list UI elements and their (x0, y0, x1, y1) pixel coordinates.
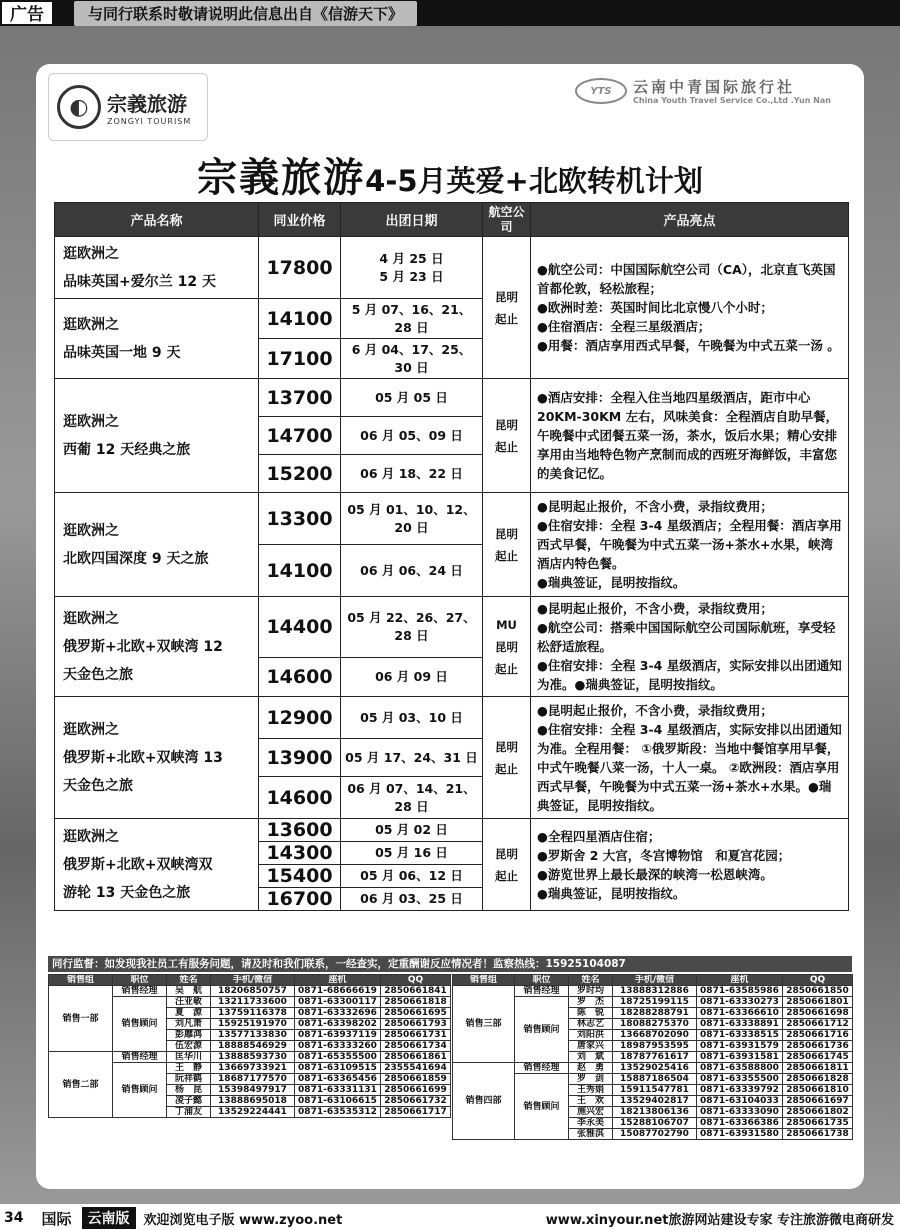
section-label: 国际 (41, 1209, 72, 1228)
staff-phone: 0871-63366610 (697, 1008, 783, 1019)
role-cell: 销售顾问 (113, 997, 167, 1052)
price-cell: 13600 (259, 819, 341, 842)
dept-cell: 销售四部 (453, 1063, 515, 1140)
staff-name: 罗时均 (569, 986, 613, 997)
staff-phone: 0871-63109515 (295, 1063, 381, 1074)
staff-mobile: 15925191970 (211, 1019, 295, 1030)
airline-cell: 昆明 起止 (483, 493, 531, 597)
airline-cell: 昆明 起止 (483, 819, 531, 911)
staff-qq: 2850661731 (381, 1030, 451, 1041)
role-cell: 销售经理 (113, 1052, 167, 1063)
table-row (55, 697, 849, 739)
staff-name: 伍宏源 (167, 1041, 211, 1052)
staff-name: 刘阳洪 (569, 1030, 613, 1041)
staff-col-header: 职位 (113, 975, 167, 986)
staff-mobile: 13669733921 (211, 1063, 295, 1074)
staff-name: 陈 锐 (569, 1008, 613, 1019)
price-cell: 14600 (259, 657, 341, 696)
staff-col-header: 销售组 (49, 975, 113, 986)
highlights-cell: ●全程四星酒店住宿； ●罗斯舍 2 大宫，冬宫博物馆 和夏宫花园； ●游览世界上最长最深的峡湾一松恩峡湾。 ●瑞典签证，昆明按指纹。 (531, 819, 849, 911)
staff-qq: 2850661850 (783, 986, 853, 997)
date-cell: 06 月 09 日 (341, 657, 483, 696)
footer (0, 1206, 900, 1230)
staff-mobile: 13529402817 (613, 1096, 697, 1107)
staff-qq: 2850661793 (381, 1019, 451, 1030)
staff-name: 王 欢 (569, 1096, 613, 1107)
staff-mobile: 18206850757 (211, 986, 295, 997)
staff-name: 唐家兴 (569, 1041, 613, 1052)
top-banner (0, 0, 900, 26)
col-header: 产品亮点 (531, 203, 849, 237)
staff-qq: 2850661811 (783, 1063, 853, 1074)
staff-name: 匡华川 (167, 1052, 211, 1063)
partner-name-en: China Youth Travel Service Co.,Ltd .Yun Nan (633, 96, 831, 105)
staff-mobile: 15911547781 (613, 1085, 697, 1096)
welcome-link[interactable]: 欢迎浏览电子版 www.zyoo.net (143, 1212, 343, 1228)
staff-name: 罗 杰 (569, 997, 613, 1008)
product-name: 逛欧洲之 俄罗斯+北欧+双峡湾 12 天金色之旅 (55, 597, 259, 697)
date-cell: 05 月 03、10 日 (341, 697, 483, 739)
staff-qq: 2850661698 (783, 1008, 853, 1019)
staff-row (453, 1063, 853, 1074)
staff-qq: 2850661697 (783, 1096, 853, 1107)
col-header: 产品名称 (55, 203, 259, 237)
staff-name: 李永美 (569, 1118, 613, 1129)
airline-cell: MU 昆明 起止 (483, 597, 531, 697)
staff-name: 汪亚敏 (167, 997, 211, 1008)
staff-phone: 0871-63937119 (295, 1030, 381, 1041)
price-cell: 13700 (259, 379, 341, 417)
table-row (55, 379, 849, 417)
staff-qq: 2850661802 (783, 1107, 853, 1118)
price-cell: 17100 (259, 339, 341, 379)
highlights-cell: ●昆明起止报价，不含小费，录指纹费用； ●住宿安排：全程 3-4 星级酒店；全程用餐：酒店享用西式早餐，午晚餐为中式五菜一汤+茶水+水果，峡湾酒店内特色餐。 ●瑞典签证，昆明按指纹。 (531, 493, 849, 597)
date-cell: 05 月 02 日 (341, 819, 483, 842)
staff-mobile: 15087702790 (613, 1129, 697, 1140)
ad-label: 广告 (0, 0, 54, 26)
staff-table-right (452, 974, 853, 1140)
staff-name: 施兴宏 (569, 1107, 613, 1118)
airline-cell: 昆明 起止 (483, 237, 531, 379)
staff-col-header: QQ (381, 975, 451, 986)
staff-mobile: 18987953595 (613, 1041, 697, 1052)
table-row (55, 237, 849, 299)
source-notice: 与同行联系时敬请说明此信息出自《信游天下》 (74, 1, 417, 26)
staff-mobile: 18088275370 (613, 1019, 697, 1030)
date-cell: 05 月 17、24、31 日 (341, 739, 483, 777)
role-cell: 销售顾问 (113, 1063, 167, 1118)
staff-row (49, 986, 451, 997)
staff-qq: 2850661861 (381, 1052, 451, 1063)
staff-name: 罗 剑 (569, 1074, 613, 1085)
staff-qq: 2850661734 (381, 1041, 451, 1052)
price-cell: 14400 (259, 597, 341, 658)
partner-name-cn: 云南中青国际旅行社 (633, 78, 796, 96)
date-cell: 05 月 22、26、27、 28 日 (341, 597, 483, 658)
edition-badge: 云南版 (82, 1207, 136, 1229)
date-cell: 4 月 25 日 5 月 23 日 (341, 237, 483, 299)
staff-name: 刘 斌 (569, 1052, 613, 1063)
staff-phone: 0871-63333260 (295, 1041, 381, 1052)
highlights-cell: ●昆明起止报价，不含小费，录指纹费用； ●航空公司：搭乘中国国际航空公司国际航班，享受轻松舒适旅程。 ●住宿安排：全程 3-4 星级酒店，实际安排以出团通知为准。●瑞典签证，昆明按指纹。 (531, 597, 849, 697)
staff-name: 王 静 (167, 1063, 211, 1074)
price-cell: 15200 (259, 455, 341, 493)
staff-name: 刘凡萧 (167, 1019, 211, 1030)
staff-row (453, 986, 853, 997)
logo-en: ZONGYI TOURISM (107, 117, 192, 126)
staff-mobile: 13529224441 (211, 1107, 295, 1118)
staff-phone: 0871-63931579 (697, 1041, 783, 1052)
col-header: 出团日期 (341, 203, 483, 237)
supervision-notice: 同行监督：如发现我社员工有服务问题，请及时和我们联系，一经查实，定重酬谢反应情况者！监察热线：15925104087 (48, 956, 852, 972)
price-cell: 17800 (259, 237, 341, 299)
staff-mobile: 13759116378 (211, 1008, 295, 1019)
staff-mobile: 18888546929 (211, 1041, 295, 1052)
price-cell: 15400 (259, 865, 341, 888)
date-cell: 06 月 07、14、21、 28 日 (341, 777, 483, 819)
staff-mobile: 13668702090 (613, 1030, 697, 1041)
date-cell: 6 月 04、17、25、 30 日 (341, 339, 483, 379)
staff-col-header: 姓名 (569, 975, 613, 986)
logo-cn: 宗義旅游 (107, 92, 187, 116)
staff-mobile: 13888312886 (613, 986, 697, 997)
col-header: 航空公司 (483, 203, 531, 237)
staff-mobile: 18288288791 (613, 1008, 697, 1019)
staff-col-header: 手机/微信 (211, 975, 295, 986)
date-cell: 05 月 01、10、12、 20 日 (341, 493, 483, 545)
footprint-logo-icon: ◐ (57, 85, 101, 129)
staff-qq: 2850661818 (381, 997, 451, 1008)
date-cell: 06 月 18、22 日 (341, 455, 483, 493)
staff-qq: 2355541694 (381, 1063, 451, 1074)
date-cell: 06 月 05、09 日 (341, 417, 483, 455)
staff-qq: 2850661717 (381, 1107, 451, 1118)
staff-mobile: 13211733600 (211, 997, 295, 1008)
product-name: 逛欧洲之 俄罗斯+北欧+双峡湾 13 天金色之旅 (55, 697, 259, 819)
staff-name: 张雅淇 (569, 1129, 613, 1140)
staff-mobile: 18787761617 (613, 1052, 697, 1063)
partner-logo (575, 76, 855, 114)
date-cell: 05 月 06、12 日 (341, 865, 483, 888)
staff-qq: 2850661712 (783, 1019, 853, 1030)
staff-name: 凌子懿 (167, 1096, 211, 1107)
staff-phone: 0871-63931580 (697, 1129, 783, 1140)
role-cell: 销售经理 (515, 1063, 569, 1074)
staff-qq: 2850661738 (783, 1129, 853, 1140)
staff-name: 赵 勇 (569, 1063, 613, 1074)
table-row (55, 493, 849, 545)
product-name: 逛欧洲之 俄罗斯+北欧+双峡湾双 游轮 13 天金色之旅 (55, 819, 259, 911)
date-cell: 5 月 07、16、21、 28 日 (341, 299, 483, 339)
staff-phone: 0871-63931581 (697, 1052, 783, 1063)
role-cell: 销售经理 (515, 986, 569, 997)
staff-phone: 0871-63339792 (697, 1085, 783, 1096)
zongyi-logo (48, 73, 208, 141)
staff-col-header: QQ (783, 975, 853, 986)
staff-mobile: 15887186504 (613, 1074, 697, 1085)
highlights-cell: ●航空公司：中国国际航空公司（CA），北京直飞英国首都伦敦，轻松旅程； ●欧洲时差：英国时间比北京慢八个小时； ●住宿酒店：全程三星级酒店； ●用餐：酒店享用西式早餐，午晚餐为中式五菜一汤 。 (531, 237, 849, 379)
price-cell: 13300 (259, 493, 341, 545)
staff-phone: 0871-65355500 (295, 1052, 381, 1063)
staff-phone: 0871-63588800 (697, 1063, 783, 1074)
staff-name: 杨 昆 (167, 1085, 211, 1096)
staff-mobile: 18213806136 (613, 1107, 697, 1118)
staff-phone: 0871-63585986 (697, 986, 783, 997)
staff-phone: 0871-63535312 (295, 1107, 381, 1118)
staff-qq: 2850661745 (783, 1052, 853, 1063)
staff-table-left (48, 974, 451, 1118)
page-title (0, 146, 900, 203)
staff-phone: 0871-63355500 (697, 1074, 783, 1085)
price-cell: 12900 (259, 697, 341, 739)
date-cell: 06 月 06、24 日 (341, 545, 483, 597)
staff-qq: 2850661801 (783, 997, 853, 1008)
staff-phone: 0871-63106615 (295, 1096, 381, 1107)
staff-mobile: 13577133830 (211, 1030, 295, 1041)
product-name: 逛欧洲之 品味英国+爱尔兰 12 天 (55, 237, 259, 299)
staff-mobile: 13888695018 (211, 1096, 295, 1107)
staff-phone: 0871-63333090 (697, 1107, 783, 1118)
staff-mobile: 15398497917 (211, 1085, 295, 1096)
staff-col-header: 销售组 (453, 975, 515, 986)
product-name: 逛欧洲之 西葡 12 天经典之旅 (55, 379, 259, 493)
staff-mobile: 13529025416 (613, 1063, 697, 1074)
staff-phone: 0871-63331131 (295, 1085, 381, 1096)
staff-phone: 0871-63398202 (295, 1019, 381, 1030)
dept-cell: 销售三部 (453, 986, 515, 1063)
staff-qq: 2850661699 (381, 1085, 451, 1096)
staff-row (49, 1052, 451, 1063)
table-header-row (55, 203, 849, 237)
date-cell: 05 月 16 日 (341, 842, 483, 865)
col-header: 同业价格 (259, 203, 341, 237)
title-rest: 4-5月英爱+北欧转机计划 (365, 164, 703, 198)
role-cell: 销售经理 (113, 986, 167, 997)
staff-name: 阮祥鹤 (167, 1074, 211, 1085)
staff-phone: 0871-63366386 (697, 1118, 783, 1129)
table-row (55, 819, 849, 842)
staff-phone: 0871-68666619 (295, 986, 381, 997)
role-cell: 销售顾问 (515, 1074, 569, 1140)
price-cell: 14100 (259, 545, 341, 597)
highlights-cell: ●昆明起止报价，不含小费，录指纹费用； ●住宿安排：全程 3-4 星级酒店，实际安排以出团通知为准。全程用餐： ①俄罗斯段：当地中餐馆享用早餐，中式午晚餐八菜一汤，十人一桌。 ②欧洲段：酒店享用西式早餐，午晚餐为中式五菜一汤+茶水+水果。●瑞典签证，昆明按指纹。 (531, 697, 849, 819)
dept-cell: 销售一部 (49, 986, 113, 1052)
staff-qq: 2850661695 (381, 1008, 451, 1019)
price-cell: 14700 (259, 417, 341, 455)
staff-phone: 0871-63332696 (295, 1008, 381, 1019)
staff-mobile: 18687177570 (211, 1074, 295, 1085)
airline-cell: 昆明 起止 (483, 379, 531, 493)
staff-qq: 2850661810 (783, 1085, 853, 1096)
staff-qq: 2850661828 (783, 1074, 853, 1085)
staff-name: 林志艺 (569, 1019, 613, 1030)
staff-mobile: 15288106707 (613, 1118, 697, 1129)
price-cell: 13900 (259, 739, 341, 777)
airline-cell: 昆明 起止 (483, 697, 531, 819)
staff-name: 彭靡鸿 (167, 1030, 211, 1041)
yts-badge-icon: YTS (575, 78, 627, 104)
price-cell: 16700 (259, 888, 341, 911)
table-row (55, 597, 849, 658)
staff-col-header: 手机/微信 (613, 975, 697, 986)
staff-qq: 2850661859 (381, 1074, 451, 1085)
staff-name: 王秀娟 (569, 1085, 613, 1096)
staff-phone: 0871-63365456 (295, 1074, 381, 1085)
staff-mobile: 18725199115 (613, 997, 697, 1008)
staff-qq: 2850661736 (783, 1041, 853, 1052)
product-name: 逛欧洲之 品味英国一地 9 天 (55, 299, 259, 379)
price-cell: 14300 (259, 842, 341, 865)
staff-qq: 2850661716 (783, 1030, 853, 1041)
dept-cell: 销售二部 (49, 1052, 113, 1118)
footer-ad: www.xinyour.net旅游网站建设专家 专注旅游微电商研发 (545, 1212, 894, 1228)
staff-phone: 0871-63338891 (697, 1019, 783, 1030)
staff-qq: 2850661735 (783, 1118, 853, 1129)
staff-name: 吴 航 (167, 986, 211, 997)
staff-col-header: 姓名 (167, 975, 211, 986)
staff-mobile: 13888593730 (211, 1052, 295, 1063)
staff-name: 丁浦友 (167, 1107, 211, 1118)
date-cell: 05 月 05 日 (341, 379, 483, 417)
date-cell: 06 月 03、25 日 (341, 888, 483, 911)
highlights-cell: ●酒店安排：全程入住当地四星级酒店，距市中心 20KM-30KM 左右，风味美食：全程酒店自助早餐，午晚餐中式团餐五菜一汤，茶水，饭后水果；精心安排享用由当地特色物产烹制而成的西班牙海鲜饭，丰富您的美食记忆。 (531, 379, 849, 493)
staff-phone: 0871-63330273 (697, 997, 783, 1008)
staff-phone: 0871-63104033 (697, 1096, 783, 1107)
role-cell: 销售顾问 (515, 997, 569, 1063)
title-brand: 宗義旅游 (197, 155, 366, 201)
staff-phone: 0871-63300117 (295, 997, 381, 1008)
staff-phone: 0871-63338515 (697, 1030, 783, 1041)
staff-col-header: 职位 (515, 975, 569, 986)
staff-col-header: 座机 (295, 975, 381, 986)
price-cell: 14600 (259, 777, 341, 819)
price-cell: 14100 (259, 299, 341, 339)
page-number: 34 (4, 1210, 24, 1226)
tour-table (54, 202, 849, 911)
product-name: 逛欧洲之 北欧四国深度 9 天之旅 (55, 493, 259, 597)
staff-qq: 2850661732 (381, 1096, 451, 1107)
staff-col-header: 座机 (697, 975, 783, 986)
staff-qq: 2850661841 (381, 986, 451, 997)
staff-name: 夏 源 (167, 1008, 211, 1019)
